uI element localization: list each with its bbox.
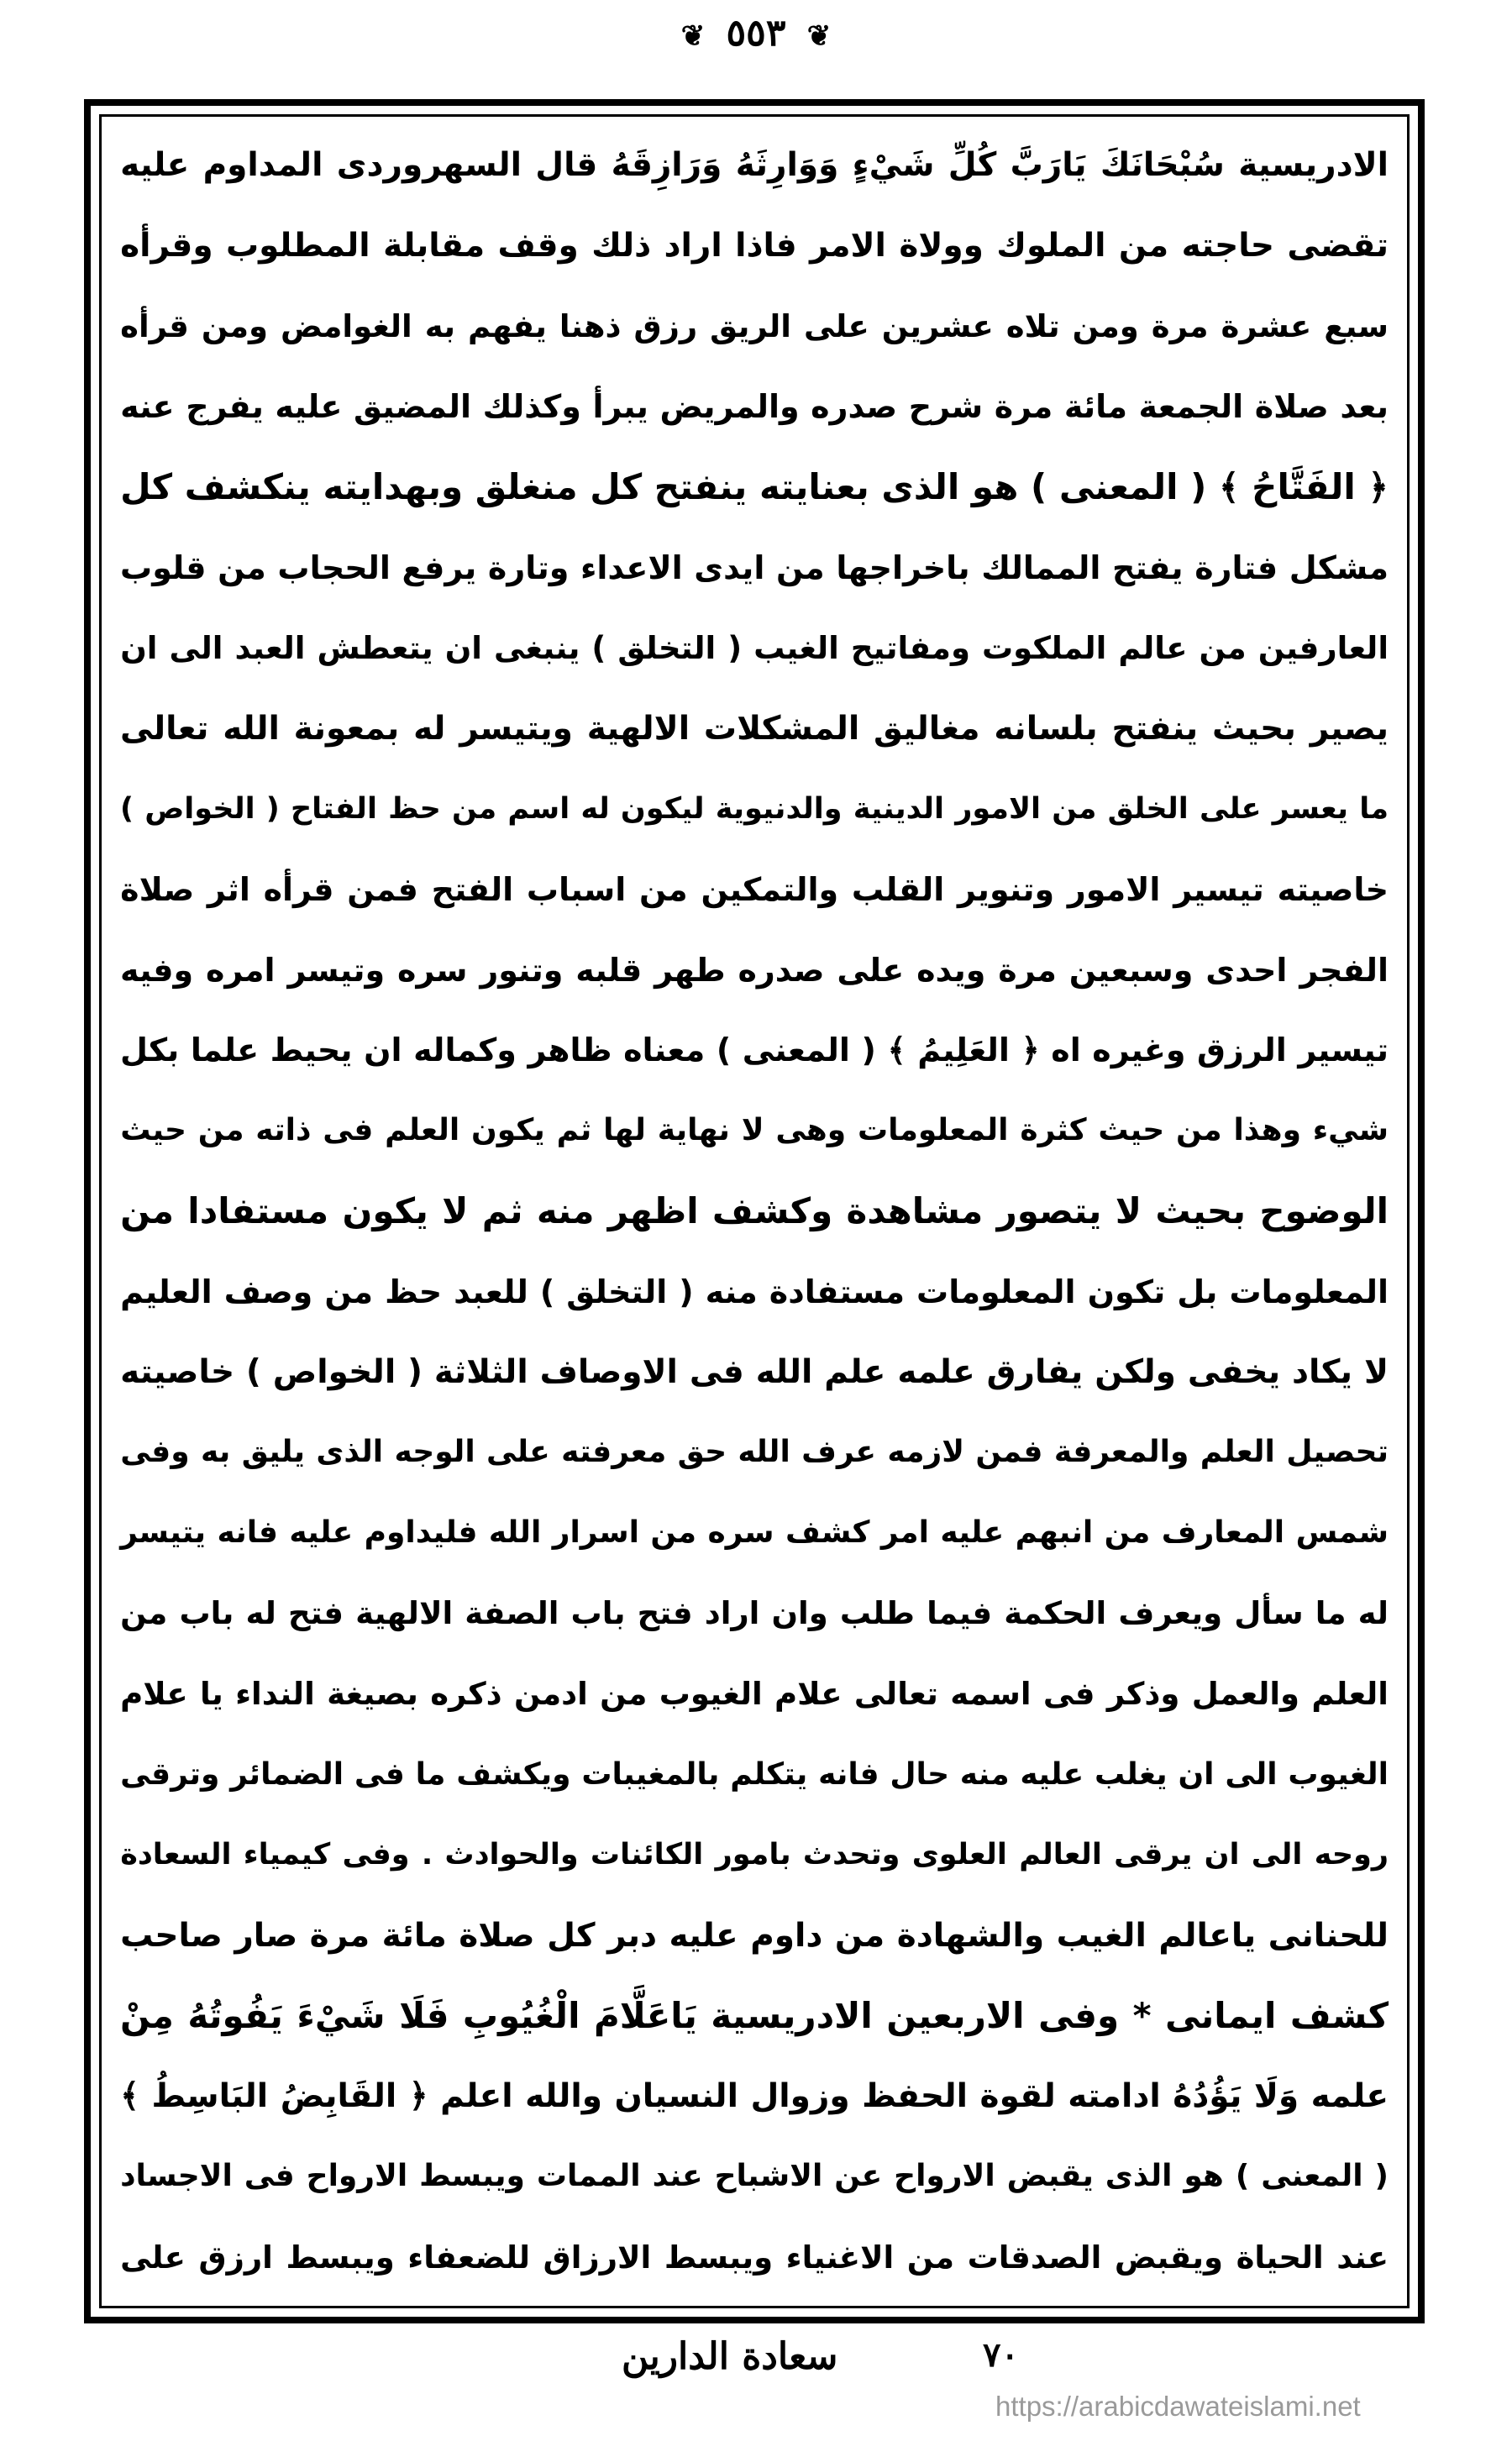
text-line: شمس المعارف من انبهم عليه امر كشف سره من اسرار الله فليداوم عليه فانه يتيسر	[120, 1515, 1389, 1551]
text-line: تقضى حاجته من الملوك وولاة الامر فاذا اراد ذلك وقف مقابلة المطلوب وقرأه	[120, 227, 1389, 265]
text-line: سبع عشرة مرة ومن تلاه عشرين على الريق رزق ذهنا يفهم به الغوامض ومن قرأه	[120, 307, 1389, 344]
text-line: روحه الى ان يرقى العالم العلوى وتحدث بامور الكائنات والحوادث . وفى كيمياء السعادة	[120, 1837, 1389, 1872]
text-line: العارفين من عالم الملكوت ومفاتيح الغيب ( التخلق ) ينبغى ان يتعطش العبد الى ان	[120, 630, 1389, 667]
page-number: ٥٥٣	[726, 12, 786, 55]
text-line: الادريسية سُبْحَانَكَ يَارَبَّ كُلِّ شَيْءٍ وَوَارِثَهُ وَرَازِقَهُ قال السهروردى المداوم عليه	[120, 146, 1389, 185]
text-line: له ما سأل ويعرف الحكمة فيما طلب وان اراد فتح باب الصفة الالهية فتح له باب من	[120, 1595, 1389, 1632]
book-title: سعادة الدارين	[622, 2335, 838, 2378]
text-line: شيء وهذا من حيث كثرة المعلومات وهى لا نهاية لها ثم يكون العلم فى ذاته من حيث	[120, 1113, 1389, 1148]
text-line: يصير بحيث ينفتح بلسانه مغاليق المشكلات الالهية ويتيسر له بمعونة الله تعالى	[120, 709, 1389, 748]
footer-page-number: ٧٠	[983, 2335, 1019, 2375]
text-line: الغيوب الى ان يغلب عليه منه حال فانه يتكلم بالمغيبات ويكشف ما فى الضمائر وترقى	[120, 1756, 1389, 1792]
text-line: ( المعنى ) هو الذى يقبض الارواح عن الاشباح عند الممات ويبسط الارواح فى الاجساد	[120, 2159, 1389, 2194]
page-inner-border	[99, 114, 1410, 2308]
text-line: ﴿ الفَتَّاحُ ﴾ ( المعنى ) هو الذى بعنايته ينفتح كل منغلق وبهدايته ينكشف كل	[120, 466, 1389, 508]
text-line: الفجر احدى وسبعين مرة ويده على صدره طهر قلبه وتنور سره وتيسر امره وفيه	[120, 951, 1389, 989]
text-line: خاصيته تيسير الامور وتنوير القلب والتمكين من اسباب الفتح فمن قرأه اثر صلاة	[120, 870, 1389, 908]
text-line: لا يكاد يخفى ولكن يفارق علمه علم الله فى الاوصاف الثلاثة ( الخواص ) خاصيته	[120, 1353, 1389, 1392]
text-line: للحنانى ياعالم الغيب والشهادة من داوم عليه دبر كل صلاة مائة مرة صار صاحب	[120, 1916, 1389, 1955]
ornament-icon: ❦	[806, 18, 832, 53]
text-line: بعد صلاة الجمعة مائة مرة شرح صدره والمريض يبرأ وكذلك المضيق عليه يفرج عنه	[120, 388, 1389, 426]
text-line: علمه وَلَا يَؤُدُهُ ادامته لقوة الحفظ وزوال النسيان والله اعلم ﴿ القَابِضُ البَاسِطُ ﴾	[120, 2077, 1389, 2116]
text-line: المعلومات بل تكون المعلومات مستفادة منه ( التخلق ) للعبد حظ من وصف العليم	[120, 1273, 1389, 1310]
text-line: تحصيل العلم والمعرفة فمن لازمه عرف الله حق معرفته على الوجه الذى يليق به وفى	[120, 1435, 1389, 1470]
body-text	[120, 125, 1389, 2297]
text-line: العلم والعمل وذكر فى اسمه تعالى علام الغيوب من ادمن ذكره بصيغة النداء يا علام	[120, 1676, 1389, 1713]
text-line: عند الحياة ويقبض الصدقات من الاغنياء ويبسط الارزاق للضعفاء ويبسط ارزق على	[120, 2239, 1389, 2276]
text-line: الوضوح بحيث لا يتصور مشاهدة وكشف اظهر منه ثم لا يكون مستفادا من	[120, 1190, 1389, 1232]
text-line: مشكل فتارة يفتح الممالك باخراجها من ايدى الاعداء وتارة يرفع الحجاب من قلوب	[120, 549, 1389, 586]
page-header	[0, 12, 1512, 55]
text-line: تيسير الرزق وغيره اه ﴿ العَلِيمُ ﴾ ( المعنى ) معناه ظاهر وكماله ان يحيط علما بكل	[120, 1032, 1389, 1069]
ornament-icon: ❦	[680, 18, 706, 53]
text-line: كشف ايمانى * وفى الاربعين الادريسية يَاعَلَّامَ الْغُيُوبِ فَلَا شَيْءَ يَفُوتُهُ مِنْ	[120, 1994, 1389, 2036]
watermark-url: https://arabicdawateislami.net	[995, 2391, 1361, 2422]
text-line: ما يعسر على الخلق من الامور الدينية والدنيوية ليكون له اسم من حظ الفتاح ( الخواص )	[120, 791, 1389, 826]
page-border	[84, 99, 1425, 2323]
